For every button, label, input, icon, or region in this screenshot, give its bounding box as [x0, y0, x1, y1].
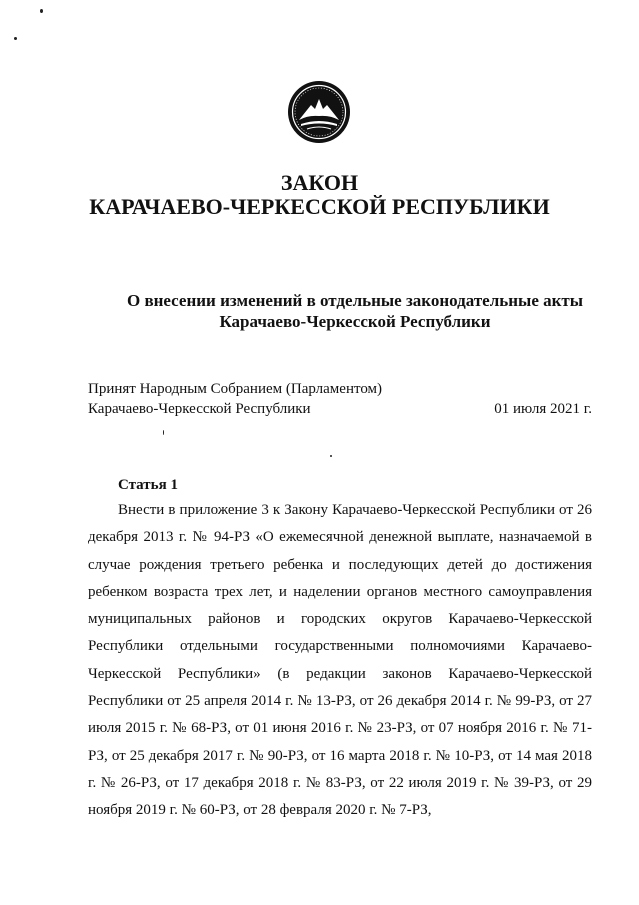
republic-coat-of-arms-icon [287, 80, 351, 144]
article-heading: Статья 1 [118, 477, 178, 493]
scan-speck [40, 9, 43, 13]
article-text: Внести в приложение 3 к Закону Карачаево-Черкесской Республики от 26 декабря 2013 г. № 94-РЗ «О ежемесячной денежной выплате, назначаемой в случае рождения третьего ребенка и последующих детей до достижения ребенком возраста трех лет, и наделении органов местного самоуправления муниципальных районов и городских округов Карачаево-Черкесской Республики отдельными государственными полномочиями Карачаево-Черкесской Республики» (в редакции законов Карачаево-Черкесской Республики от 25 апреля 2014 г. № 13-РЗ, от 26 декабря 2014 г. № 99-РЗ, от 27 июля 2015 г. № 68-РЗ, от 01 июня 2016 г. № 23-РЗ, от 07 ноября 2016 г. № 71-РЗ, от 25 декабря 2017 г. № 90-РЗ, от 16 марта 2018 г. № 10-РЗ, от 14 мая 2018 г. № 26-РЗ, от 17 декабря 2018 г. № 83-РЗ, от 22 июля 2019 г. № 39-РЗ, от 29 ноября 2019 г. № 60-РЗ, от 28 февраля 2020 г. № 7-РЗ, [88, 502, 592, 819]
law-subject-line2: Карачаево-Черкесской Республики [219, 312, 491, 331]
law-subject-line1: О внесении изменений в отдельные законодательные акты [126, 291, 584, 310]
scan-speck [163, 430, 164, 435]
adoption-republic: Карачаево-Черкесской Республики [88, 401, 311, 417]
scan-speck [330, 455, 332, 457]
adoption-block [88, 379, 592, 419]
scan-speck [14, 37, 17, 40]
adoption-date: 01 июля 2021 г. [494, 401, 592, 417]
law-title-republic: КАРАЧАЕВО-ЧЕРКЕССКОЙ РЕСПУБЛИКИ [89, 194, 550, 219]
law-title: ЗАКОН [280, 170, 359, 195]
adoption-authority: Принят Народным Собранием (Парламентом) [88, 381, 383, 397]
